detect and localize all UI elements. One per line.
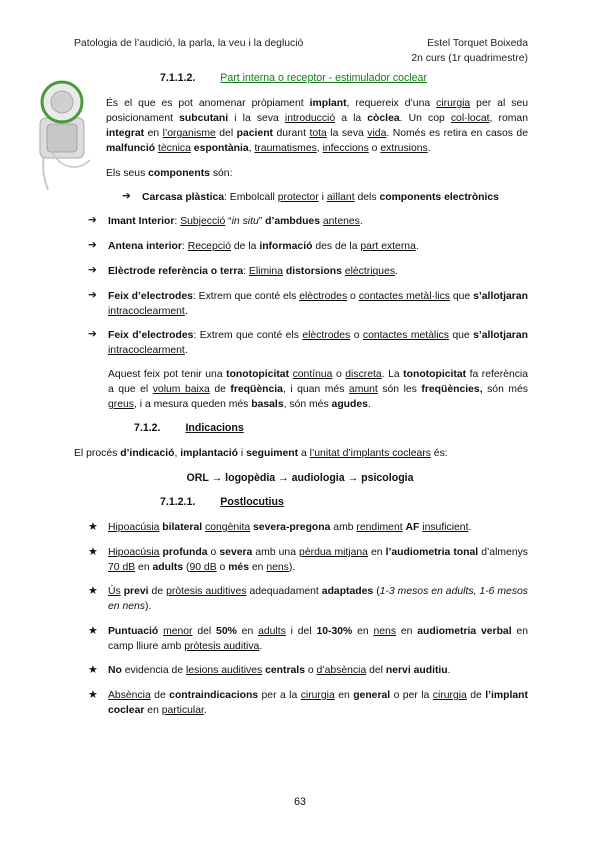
heading-number: 7.1.1.2. (160, 72, 196, 84)
heading-number: 7.1.2. (134, 422, 161, 434)
header-right-course: 2n curs (1r quadrimestre) (411, 53, 528, 64)
star-icon: ★ (88, 625, 98, 637)
criterion-3: ★ Ús previ de pròtesis auditives adequadament adaptades (1-3 mesos en adults, 1-6 mesos en nens). (88, 585, 529, 612)
implant-stimulator (47, 124, 77, 152)
component-feix-2: ➔ Feix d’electrodes: Extrem que conté els elèctrodes o contactes metàlics que s’allotjaran intracoclearment. (88, 329, 528, 356)
process-paragraph: El procés d’indicació, implantació i seguiment a l’unitat d’implants coclears és: (74, 448, 448, 459)
arrow-icon: ➔ (88, 290, 97, 301)
heading-7-1-1-2 (160, 72, 427, 84)
arrow-icon: ➔ (88, 265, 97, 276)
tonotopy-paragraph: Aquest feix pot tenir una tonotopicitat contínua o discreta. La tonotopicitat fa referència a que el volum baixa de freqüència, i quan més amunt són les freqüències, són més greus, i a mesura queden més basals, són més agudes. (108, 369, 529, 410)
star-icon: ★ (88, 521, 98, 533)
heading-7-1-2-1 (160, 496, 284, 508)
component-carcasa: ➔ Carcasa plàstica: Embolcall protector i aïllant dels components electrònics (122, 191, 499, 203)
star-icon: ★ (88, 689, 98, 701)
intro-paragraph: És el que es pot anomenar pròpiament implant, requereix d’una cirurgia per al seu posicionament subcutani i la seva introducció a la còclea. Un cop col·locat, roman integrat en l’organisme del pacient durant tota la seva vida. Només es retira en casos de malfunció tècnica espontània, traumatismes, infeccions o extrusions. (106, 98, 528, 154)
header-right-name: Estel Torquet Boixeda (427, 38, 528, 49)
arrow-icon: ➔ (88, 240, 97, 251)
star-icon: ★ (88, 664, 98, 676)
heading-7-1-2 (134, 422, 244, 434)
component-imant: ➔ Imant Interior: Subjecció “in situ” d’ambdues antenes. (88, 215, 363, 227)
heading-title: Part interna o receptor - estimulador coclear (220, 72, 427, 84)
criterion-2: ★ Hipoacúsia profunda o severa amb una pèrdua mitjana en l’audiometria tonal d’almenys 70 dB en adults (90 dB o més en nens). (88, 546, 529, 573)
star-icon: ★ (88, 585, 98, 597)
heading-title: Indicacions (185, 422, 244, 434)
heading-title: Postlocutius (220, 496, 284, 508)
page-number: 63 (294, 796, 306, 808)
cochlear-implant-illustration (18, 80, 104, 202)
criterion-6: ★ Absència de contraindicacions per a la cirurgia en general o per la cirurgia de l’implant coclear en particular. (88, 689, 528, 716)
header-left: Patologia de l’audició, la parla, la veu i la deglució (74, 38, 304, 49)
indication-flow: ORL → logopèdia → audiologia → psicologia (186, 472, 414, 484)
arrow-icon: ➔ (88, 329, 97, 340)
component-feix-1: ➔ Feix d’electrodes: Extrem que conté els elèctrodes o contactes metàl·lics que s’allotjaran intracoclearment. (88, 290, 528, 317)
component-electrode-terra: ➔ Elèctrode referència o terra: Elimina distorsions elèctriques. (88, 265, 398, 277)
criterion-1: ★ Hipoacúsia bilateral congènita severa-pregona amb rendiment AF insuficient. (88, 521, 472, 533)
component-antena: ➔ Antena interior: Recepció de la informació des de la part externa. (88, 240, 419, 252)
components-intro: Els seus components són: (106, 168, 233, 179)
implant-magnet (51, 91, 73, 113)
criterion-5: ★ No evidencia de lesions auditives centrals o d’absència del nervi auditiu. (88, 664, 451, 676)
arrow-icon: ➔ (122, 191, 131, 202)
arrow-icon: ➔ (88, 215, 97, 226)
heading-number: 7.1.2.1. (160, 496, 196, 508)
criterion-4: ★ Puntuació menor del 50% en adults i del 10-30% en nens en audiometria verbal en camp lliure amb pròtesis auditiva. (88, 625, 528, 652)
star-icon: ★ (88, 546, 98, 558)
